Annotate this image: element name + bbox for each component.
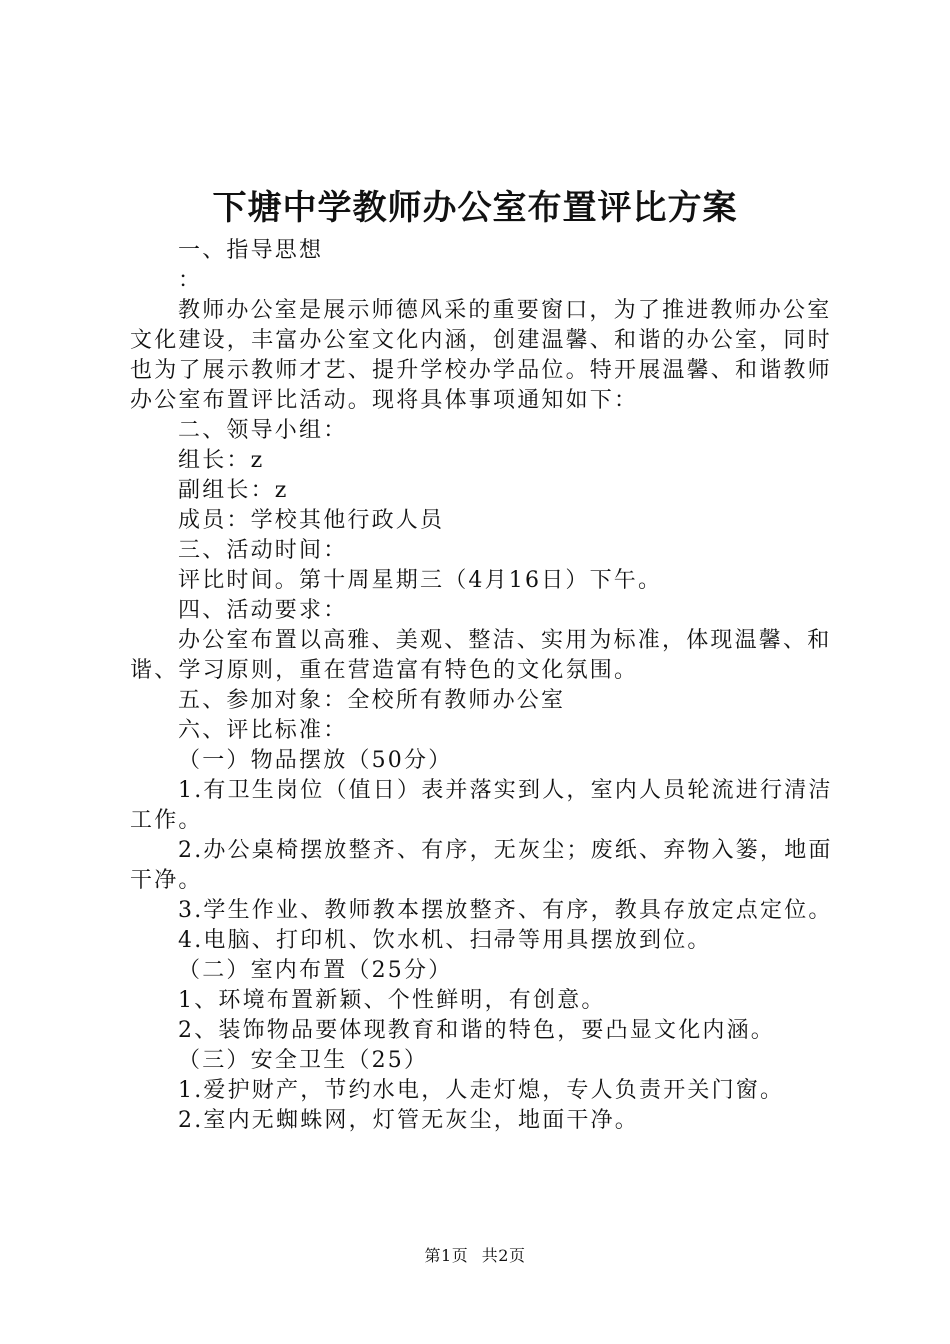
paragraph: 评比时间。第十周星期三（4月16日）下午。: [178, 568, 663, 593]
paragraph: （一）物品摆放（50分）: [178, 748, 453, 773]
paragraph: 五、参加对象：全校所有教师办公室: [178, 688, 566, 713]
paragraph: 三、活动时间：: [178, 538, 348, 563]
paragraph: 2、装饰物品要体现教育和谐的特色，要凸显文化内涵。: [178, 1018, 775, 1043]
paragraph: 教师办公室是展示师德风采的重要窗口，为了推进教师办公室文化建设，丰富办公室文化内涵，创建温馨、和谐的办公室，同时也为了展示教师才艺、提升学校办学品位。特开展温馨、和谐教师办公室布置评比活动。现将具体事项通知如下：: [130, 298, 832, 413]
paragraph: 四、活动要求：: [178, 598, 348, 623]
paragraph: 1、环境布置新颖、个性鲜明，有创意。: [178, 988, 606, 1013]
paragraph: 二、领导小组：: [178, 418, 348, 443]
page-footer: [0, 1243, 950, 1266]
paragraph: 2.办公桌椅摆放整齐、有序，无灰尘；废纸、弃物入篓，地面干净。: [130, 838, 833, 893]
paragraph: （三）安全卫生（25）: [178, 1048, 429, 1073]
paragraph: 2.室内无蜘蛛网，灯管无灰尘，地面干净。: [178, 1108, 639, 1133]
document-title: 下塘中学教师办公室布置评比方案: [212, 188, 738, 228]
paragraph: 六、评比标准：: [178, 718, 348, 743]
page-number-current: 第1页: [424, 1246, 469, 1265]
paragraph: 成员：学校其他行政人员: [178, 508, 445, 533]
paragraph: 一、指导思想: [178, 238, 324, 263]
page-number-total: 共2页: [481, 1246, 526, 1265]
paragraph: 3.学生作业、教师教本摆放整齐、有序，教具存放定点定位。: [178, 898, 833, 923]
paragraph: 1.有卫生岗位（值日）表并落实到人，室内人员轮流进行清洁工作。: [130, 778, 833, 833]
paragraph: 组长：z: [178, 448, 265, 473]
document-body: [130, 236, 845, 1136]
paragraph: ：: [178, 268, 203, 293]
paragraph: 4.电脑、打印机、饮水机、扫帚等用具摆放到位。: [178, 928, 712, 953]
paragraph: 副组长：z: [178, 478, 289, 503]
paragraph: （二）室内布置（25分）: [178, 958, 453, 983]
paragraph: 1.爱护财产，节约水电，人走灯熄，专人负责开关门窗。: [178, 1078, 785, 1103]
paragraph: 办公室布置以高雅、美观、整洁、实用为标准，体现温馨、和谐、学习原则，重在营造富有特色的文化氛围。: [130, 628, 832, 683]
